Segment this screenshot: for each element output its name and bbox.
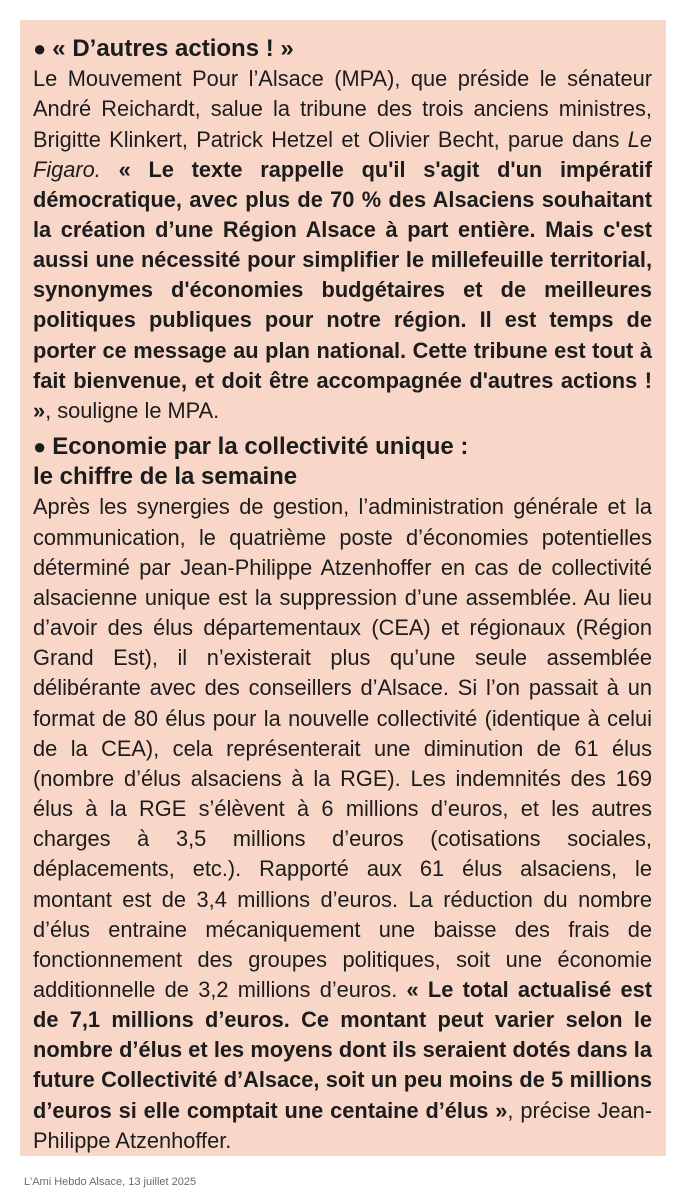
section-heading: ● « D’autres actions ! »	[33, 35, 294, 62]
section-autres-actions	[33, 34, 652, 426]
bullet-icon: ●	[33, 36, 47, 61]
section-heading: ● Economie par la collectivité unique : le chiffre de la semaine	[33, 433, 469, 491]
bullet-icon: ●	[33, 434, 47, 460]
source-caption: L'Ami Hebdo Alsace, 13 juillet 2025	[24, 1176, 197, 1188]
section-economie	[33, 432, 652, 1156]
section-body: Le Mouvement Pour l’Alsace (MPA), que préside le sénateur André Reichardt, salue la tribune des trois anciens ministres, Brigitte Klinkert, Patrick Hetzel et Olivier Becht, parue dans Le Figaro. « Le texte rappelle qu'il s'agit d'un impératif démocratique, avec plus de 70 % des Alsaciens souhaitant la création d’une Région Alsace à part entière. Mais c'est aussi une nécessité pour simplifier le millefeuille territorial, synonymes d'économies budgétaires et de meilleures politiques publiques pour notre région. Il est temps de porter ce message au plan national. Cette tribune est tout à fait bienvenue, et doit être accompagnée d'autres actions ! », souligne le MPA.	[33, 66, 652, 423]
article-panel	[20, 20, 666, 1156]
section-body: Après les synergies de gestion, l’administration générale et la communication, le quatrième poste d’économies potentielles déterminé par Jean-Philippe Atzenhoffer en cas de collectivité alsacienne unique est la suppression d’une assemblée. Au lieu d’avoir des élus départementaux (CEA) et régionaux (Région Grand Est), il n’existerait plus qu’une seule assemblée délibérante avec des conseillers d’Alsace. Si l’on passait à un format de 80 élus pour la nouvelle collectivité (identique à celui de la CEA), cela représenterait une diminution de 61 élus (nombre d’élus alsaciens à la RGE). Les indemnités des 169 élus à la RGE s’élèvent à 6 millions d’euros, et les autres charges à 3,5 millions d’euros (cotisations sociales, déplacements, etc.). Rapporté aux 61 élus alsaciens, le montant est de 3,4 millions d’euros. La réduction du nombre d’élus entraine mécaniquement une baisse des frais de fonctionnement des groupes politiques, soit une économie additionnelle de 3,2 millions d’euros. « Le total actualisé est de 7,1 millions d’euros. Ce montant peut varier selon le nombre d’élus et les moyens dont ils seraient dotés dans la future Collectivité d’Alsace, soit un peu moins de 5 millions d’euros si elle comptait une centaine d’élus », précise Jean-Philippe Atzenhoffer.	[33, 494, 652, 1153]
